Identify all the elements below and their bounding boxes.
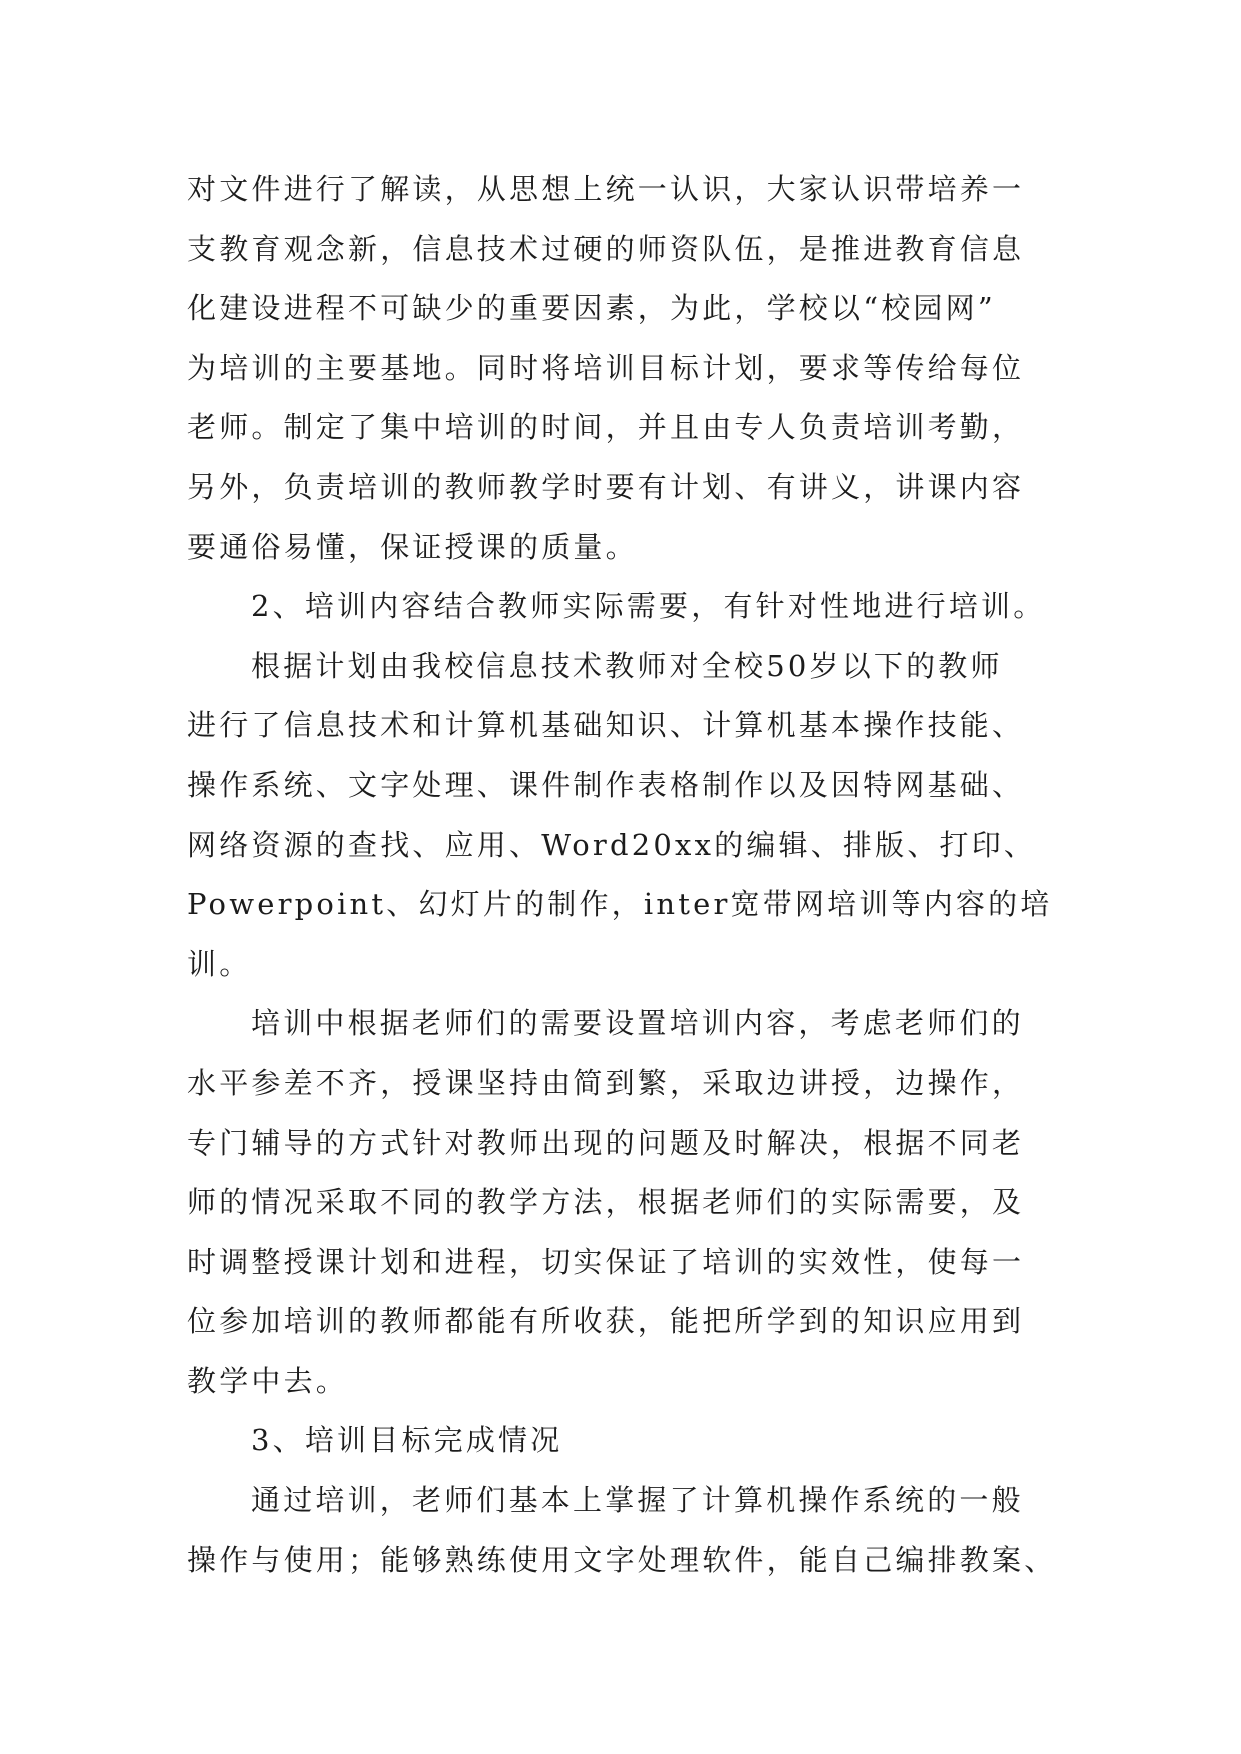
text-line: 化建设进程不可缺少的重要因素，为此，学校以“校园网” <box>187 291 996 326</box>
text-line: 操作与使用；能够熟练使用文字处理软件，能自己编排教案、 <box>187 1542 1057 1577</box>
text-line: 培训中根据老师们的需要设置培训内容，考虑老师们的 <box>251 1006 1024 1041</box>
text-line: 老师。制定了集中培训的时间，并且由专人负责培训考勤， <box>187 410 1025 445</box>
text-line: 专门辅导的方式针对教师出现的问题及时解决，根据不同老 <box>187 1125 1025 1160</box>
text-line: 师的情况采取不同的教学方法，根据老师们的实际需要，及 <box>187 1185 1025 1220</box>
text-line: 对文件进行了解读，从思想上统一认识，大家认识带培养一 <box>187 172 1025 206</box>
text-line: Powerpoint、幻灯片的制作，inter宽带网培训等内容的培 <box>187 887 1053 922</box>
section-heading: 3、培训目标完成情况 <box>251 1423 563 1458</box>
document-body <box>187 160 1057 1590</box>
text-line: 要通俗易懂，保证授课的质量。 <box>187 529 638 564</box>
text-line: 通过培训，老师们基本上掌握了计算机操作系统的一般 <box>251 1483 1024 1518</box>
text-line: 水平参差不齐，授课坚持由简到繁，采取边讲授，边操作， <box>187 1065 1025 1100</box>
text-line: 训。 <box>187 946 252 981</box>
text-line: 教学中去。 <box>187 1363 349 1398</box>
text-line: 进行了信息技术和计算机基础知识、计算机基本操作技能、 <box>187 708 1025 743</box>
text-line: 操作系统、文字处理、课件制作表格制作以及因特网基础、 <box>187 767 1025 802</box>
text-line: 时调整授课计划和进程，切实保证了培训的实效性，使每一 <box>187 1244 1025 1279</box>
section-heading: 2、培训内容结合教师实际需要，有针对性地进行培训。 <box>251 589 1046 624</box>
text-line: 网络资源的查找、应用、Word20xx的编辑、排版、打印、 <box>187 827 1037 862</box>
text-line: 根据计划由我校信息技术教师对全校50岁以下的教师 <box>251 648 1003 683</box>
text-line: 位参加培训的教师都能有所收获，能把所学到的知识应用到 <box>187 1304 1025 1339</box>
text-line: 另外，负责培训的教师教学时要有计划、有讲义，讲课内容 <box>187 469 1025 504</box>
text-line: 支教育观念新，信息技术过硬的师资队伍，是推进教育信息 <box>187 231 1025 266</box>
text-line: 为培训的主要基地。同时将培训目标计划，要求等传给每位 <box>187 350 1025 385</box>
